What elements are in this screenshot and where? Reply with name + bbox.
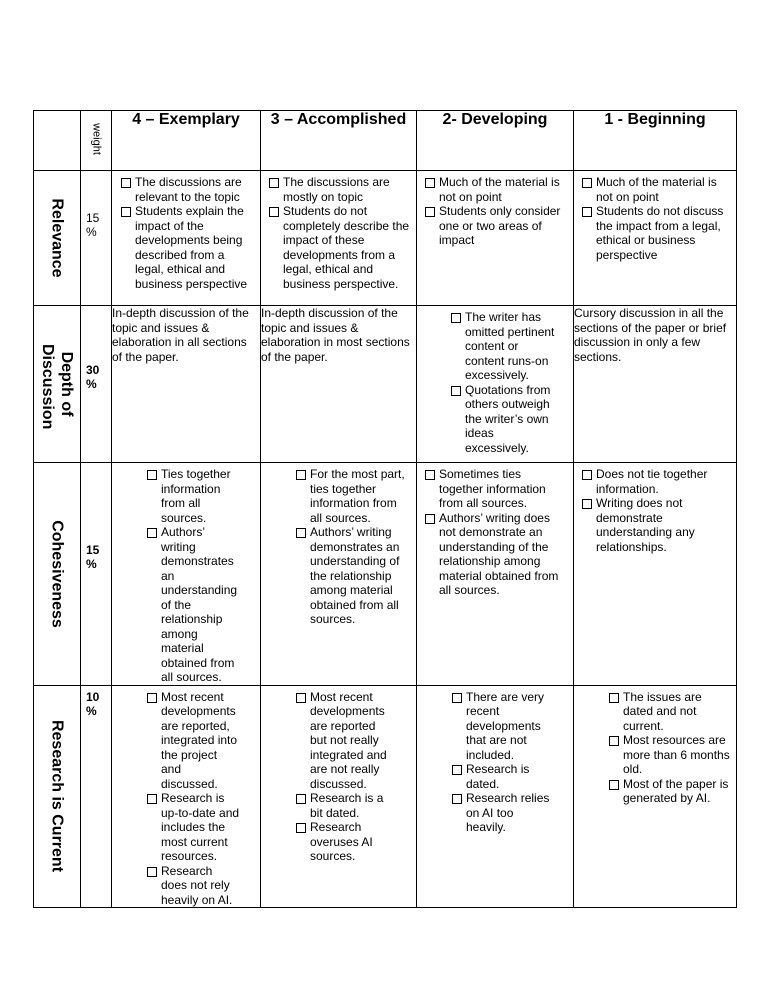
criterion-research-is-current [34, 685, 81, 908]
rubric-table [33, 110, 737, 908]
header-row [34, 111, 737, 171]
criterion-label: Cohesiveness [48, 519, 66, 628]
cell-research-4: Most recent developments are reported, integrated into the project and discussed. Research is up-to-date and includes the most current resources. Research does not rely heavily on AI. [112, 685, 261, 908]
corner-cell [34, 111, 81, 171]
cell-depth-1: Cursory discussion in all the sections of the paper or brief discussion in only a few sections. [574, 306, 737, 463]
criterion-row-depth-of-discussion [34, 306, 737, 463]
cell-relevance-2: Much of the material is not on point Students only consider one or two areas of impact [417, 171, 574, 306]
cell-depth-3: In-depth discussion of the topic and issues & elaboration in most sections of the paper. [261, 306, 417, 463]
cell-relevance-1: Much of the material is not on point Students do not discuss the impact from a legal, ethical or business perspective [574, 171, 737, 306]
weight-depth-of-discussion: 30 % [81, 306, 112, 463]
cell-relevance-4: The discussions are relevant to the topic Students explain the impact of the developments being described from a legal, ethical and business perspective [112, 171, 261, 306]
cell-relevance-3: The discussions are mostly on topic Students do not completely describe the impact of these developments from a legal, ethical and business perspective. [261, 171, 417, 306]
criterion-relevance [34, 171, 81, 306]
criterion-row-cohesiveness [34, 463, 737, 686]
cell-cohesiveness-3: For the most part, ties together information from all sources. Authors’ writing demonstrates an understanding of the relationship among material obtained from all sources. [261, 463, 417, 686]
cell-research-2: There are very recent developments that are not included. Research is dated. Research relies on AI too heavily. [417, 685, 574, 908]
criterion-row-research-is-current [34, 685, 737, 908]
level-header-2: 2- Developing [417, 111, 574, 171]
weight-research-is-current: 10 % [81, 685, 112, 908]
level-header-3: 3 – Accomplished [261, 111, 417, 171]
level-header-4: 4 – Exemplary [112, 111, 261, 171]
cell-cohesiveness-2: Sometimes ties together information from all sources. Authors’ writing does not demonstrate an understanding of the relationship among material obtained from all sources. [417, 463, 574, 686]
level-header-1: 1 - Beginning [574, 111, 737, 171]
cell-cohesiveness-4: Ties together information from all sources. Authors’ writing demonstrates an understanding of the relationship among material obtained from all sources. [112, 463, 261, 686]
cell-research-3: Most recent developments are reported but not really integrated and are not really discussed. Research is a bit dated. Research overuses AI sources. [261, 685, 417, 908]
criterion-row-relevance [34, 171, 737, 306]
criterion-label: Research is Current [48, 720, 66, 873]
criterion-depth-of-discussion [34, 306, 81, 463]
criterion-label: Relevance [48, 198, 66, 278]
weight-relevance: 15 % [81, 171, 112, 306]
cell-depth-4: In-depth discussion of the topic and issues & elaboration in all sections of the paper. [112, 306, 261, 463]
criterion-cohesiveness [34, 463, 81, 686]
cell-cohesiveness-1: Does not tie together information. Writing does not demonstrate understanding any relationships. [574, 463, 737, 686]
weight-header [81, 111, 112, 171]
cell-research-1: The issues are dated and not current. Most resources are more than 6 months old. Most of the paper is generated by AI. [574, 685, 737, 908]
criterion-label: Depth of Discussion [39, 344, 75, 430]
weight-cohesiveness: 15 % [81, 463, 112, 686]
cell-depth-2: The writer has omitted pertinent content or content runs-on excessively. Quotations from others outweigh the writer’s own ideas excessively. [417, 306, 574, 463]
weight-label: weight [90, 123, 103, 155]
